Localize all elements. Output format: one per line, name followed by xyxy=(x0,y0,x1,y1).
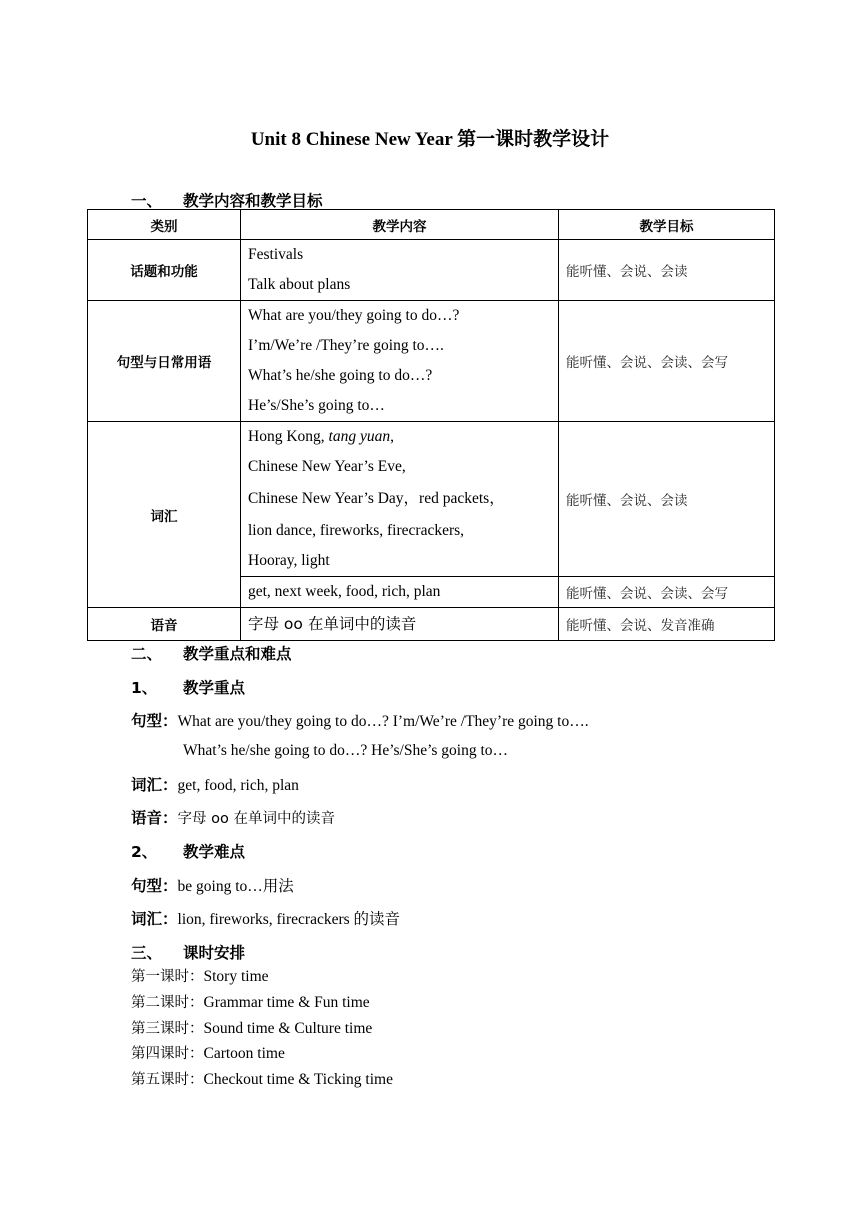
schedule-item xyxy=(131,1017,372,1038)
content-line: Chinese New Year’s Eve, xyxy=(248,458,406,475)
content-line: What’s he/she going to do…? xyxy=(248,367,433,384)
goal-cell: 能听懂、会说、会读、会写 xyxy=(559,577,775,608)
goal-cell: 能听懂、会说、会读、会写 xyxy=(559,301,775,422)
schedule-item xyxy=(131,991,370,1012)
schedule-value: Sound time & Culture time xyxy=(203,1020,373,1037)
schedule-value: Cartoon time xyxy=(203,1045,285,1062)
content-cell xyxy=(241,240,559,301)
schedule-label: 第三课时： xyxy=(131,1021,204,1037)
content-text: Hong Kong, xyxy=(248,428,329,445)
key-sentence-line xyxy=(131,709,589,731)
key-phonics-text: 字母 oo 在单词中的读音 xyxy=(177,811,335,827)
content-line: lion dance, fireworks, firecrackers, xyxy=(248,522,465,539)
key-vocab-text: get, food, rich, plan xyxy=(177,777,299,794)
goal-cell: 能听懂、会说、发音准确 xyxy=(559,608,775,641)
schedule-value: Grammar time & Fun time xyxy=(203,994,370,1011)
section-heading-1 xyxy=(131,189,323,211)
schedule-value: Story time xyxy=(203,968,269,985)
difficulty-vocab-label: 词汇： xyxy=(131,910,178,928)
content-line: Talk about plans xyxy=(248,276,351,293)
content-line xyxy=(248,422,551,452)
key-vocab-line xyxy=(131,773,299,795)
category-cell: 语音 xyxy=(88,608,241,641)
goal-cell: 能听懂、会说、会读 xyxy=(559,422,775,577)
content-cell xyxy=(241,301,559,422)
section-label: 教学重点和难点 xyxy=(183,645,292,663)
subsection-heading-2 xyxy=(131,840,245,862)
key-vocab-label: 词汇： xyxy=(131,776,178,794)
content-cell: 字母 oo 在单词中的读音 xyxy=(241,608,559,641)
content-table xyxy=(87,209,775,641)
table-header: 教学目标 xyxy=(559,210,775,240)
schedule-label: 第四课时： xyxy=(131,1046,204,1062)
key-sentence-label: 句型： xyxy=(131,712,178,730)
content-line: Hooray, light xyxy=(248,552,330,569)
difficulty-sentence-label: 句型： xyxy=(131,877,178,895)
schedule-label: 第一课时： xyxy=(131,969,204,985)
subsection-label: 教学难点 xyxy=(183,843,246,861)
schedule-label: 第五课时： xyxy=(131,1072,204,1088)
section-label: 课时安排 xyxy=(183,944,246,962)
category-cell: 句型与日常用语 xyxy=(88,301,241,422)
difficulty-sentence-text: be going to…用法 xyxy=(177,878,294,895)
content-cell xyxy=(241,422,559,577)
content-line: Chinese New Year’s Day，red packets， xyxy=(248,490,505,507)
table-row xyxy=(88,608,775,641)
content-line: What are you/they going to do…? xyxy=(248,307,460,324)
key-phonics-line xyxy=(131,806,335,828)
schedule-value: Checkout time & Ticking time xyxy=(203,1071,393,1088)
schedule-label: 第二课时： xyxy=(131,995,204,1011)
table-header: 类别 xyxy=(88,210,241,240)
content-text: , xyxy=(390,428,394,445)
content-line: I’m/We’re /They’re going to…. xyxy=(248,337,444,354)
table-row xyxy=(88,422,775,577)
content-italic-text: tang yuan xyxy=(328,428,391,445)
key-phonics-label: 语音： xyxy=(131,809,178,827)
section-number: 三、 xyxy=(131,944,163,962)
key-sentence-line-2: What’s he/she going to do…? He’s/She’s going to… xyxy=(183,742,509,759)
schedule-item xyxy=(131,1042,285,1063)
goal-cell: 能听懂、会说、会读 xyxy=(559,240,775,301)
schedule-item xyxy=(131,965,269,986)
content-line: Festivals xyxy=(248,246,304,263)
section-heading-2 xyxy=(131,642,292,664)
table-header: 教学内容 xyxy=(241,210,559,240)
section-heading-3 xyxy=(131,941,245,963)
subsection-number: 1、 xyxy=(131,679,158,697)
subsection-number: 2、 xyxy=(131,843,158,861)
category-cell: 话题和功能 xyxy=(88,240,241,301)
schedule-item xyxy=(131,1068,393,1089)
key-sentence-text: What are you/they going to do…? I’m/We’re /They’re going to…. xyxy=(177,713,589,730)
subsection-label: 教学重点 xyxy=(183,679,246,697)
content-line: He’s/She’s going to… xyxy=(248,397,385,414)
difficulty-sentence-line xyxy=(131,874,294,896)
section-number: 二、 xyxy=(131,645,163,663)
difficulty-vocab-line xyxy=(131,907,400,929)
section-label: 教学内容和教学目标 xyxy=(183,192,323,210)
table-row xyxy=(88,301,775,422)
content-cell: get, next week, food, rich, plan xyxy=(241,577,559,608)
page-title: Unit 8 Chinese New Year 第一课时教学设计 xyxy=(250,129,610,150)
subsection-heading-1 xyxy=(131,676,245,698)
section-number: 一、 xyxy=(131,192,163,210)
difficulty-vocab-text: lion, fireworks, firecrackers 的读音 xyxy=(177,911,401,928)
table-header-row xyxy=(88,210,775,240)
table-row xyxy=(88,240,775,301)
category-cell: 词汇 xyxy=(88,422,241,608)
